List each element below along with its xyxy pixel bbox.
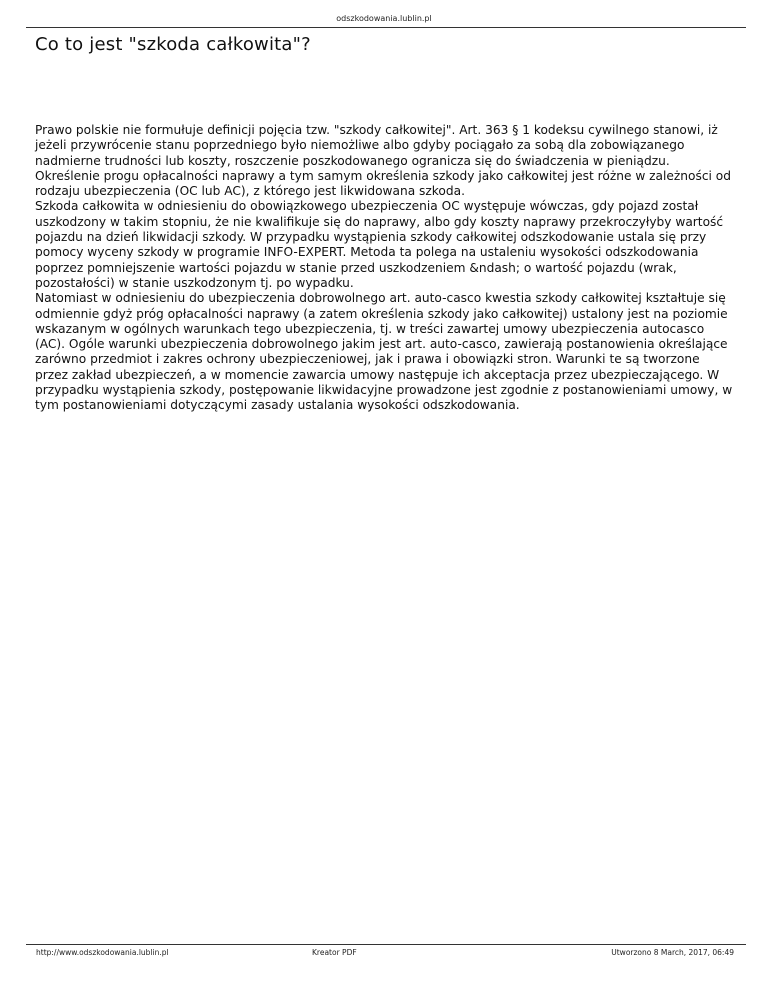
footer-generator: Kreator PDF <box>312 948 357 957</box>
footer-created-date: Utworzono 8 March, 2017, 06:49 <box>611 948 734 957</box>
article-paragraph-1: Prawo polskie nie formułuje definicji pojęcia tzw. "szkody całkowitej". Art. 363 § 1 kodeksu cywilnego stanowi, iż jeżeli przywrócenie stanu poprzedniego było niemożliwe albo gdyby pociągało za sobą dla zobowiązanego nadmierne trudności lub koszty, roszczenie poszkodowanego ogranicza się do świadczenia w pieniądzu. Określenie progu opłacalności naprawy a tym samym określenia szkody jako całkowitej jest różne w zależności od rodzaju ubezpieczenia (OC lub AC), z którego jest likwidowana szkoda. <box>35 123 731 199</box>
page-title: Co to jest "szkoda całkowita"? <box>35 34 311 55</box>
article-paragraph-2: Szkoda całkowita w odniesieniu do obowiązkowego ubezpieczenia OC występuje wówczas, gdy pojazd został uszkodzony w takim stopniu, że nie kwalifikuje się do naprawy, albo gdy koszty naprawy przekroczyłyby wartość pojazdu na dzień likwidacji szkody. W przypadku wystąpienia szkody całkowitej odszkodowanie ustala się przy pomocy wyceny szkody w programie INFO-EXPERT. Metoda ta polega na ustaleniu wysokości odszkodowania poprzez pomniejszenie wartości pojazdu w stanie przed uszkodzeniem &ndash; o wartość pojazdu (wrak, pozostałości) w stanie uszkodzonym tj. po wypadku. <box>35 199 724 290</box>
article-paragraph-3: Natomiast w odniesieniu do ubezpieczenia dobrowolnego art. auto-casco kwestia szkody całkowitej kształtuje się odmiennie gdyż próg opłacalności naprawy (a zatem określenia szkody jako całkowitej) ustalony jest na poziomie wskazanym w ogólnych warunkach tego ubezpieczenia, tj. w treści zawartej umowy ubezpieczenia autocasco (AC). Ogóle warunki ubezpieczenia dobrowolnego jakim jest art. auto-casco, zawierają postanowienia określające zarówno przedmiot i zakres ochrony ubezpieczeniowej, jak i prawa i obowiązki stron. Warunki te są tworzone przez zakład ubezpieczeń, a w momencie zawarcia umowy następuje ich akceptacja przez ubezpieczającego. W przypadku wystąpienia szkody, postępowanie likwidacyjne prowadzone jest zgodnie z postanowieniami umowy, w tym postanowieniami dotyczącymi zasady ustalania wysokości odszkodowania. <box>35 291 733 413</box>
footer-divider <box>26 944 746 945</box>
article-body <box>35 123 735 414</box>
footer-url-link[interactable]: http://www.odszkodowania.lublin.pl <box>36 948 169 957</box>
header-site-url: odszkodowania.lublin.pl <box>336 14 432 23</box>
header-divider <box>26 27 746 28</box>
